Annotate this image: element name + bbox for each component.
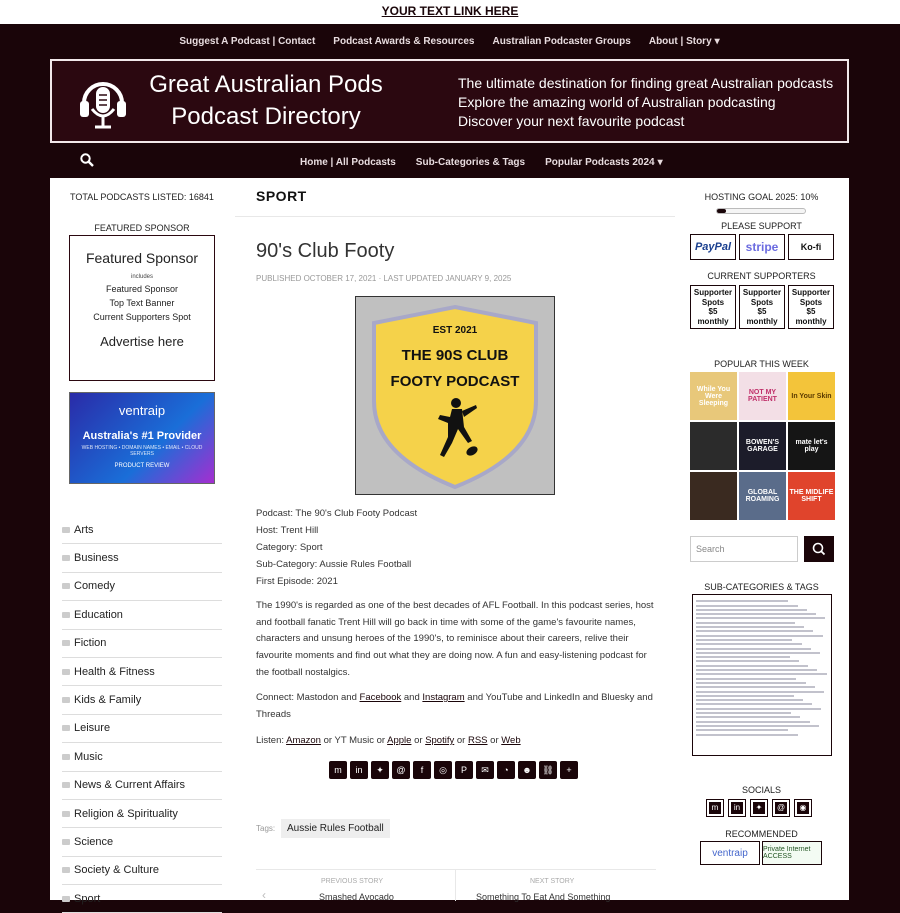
sponsor-box-includes: includes (130, 274, 153, 280)
content-area (50, 178, 849, 905)
chevron-down-icon: ▾ (714, 35, 720, 47)
subcategory-text-line (696, 660, 799, 662)
apple-link[interactable]: Apple (387, 735, 412, 746)
subcategory-text-line (696, 630, 813, 632)
category-item[interactable] (62, 544, 222, 572)
category-label: Science (74, 835, 114, 848)
advertise-here-link[interactable]: Advertise here (100, 334, 184, 349)
listen-or: or (487, 735, 502, 746)
microphone-logo-icon[interactable] (78, 73, 128, 134)
popular-podcast-thumb[interactable]: NOT MY PATIENT (739, 372, 786, 420)
mastodon-icon[interactable]: m (329, 761, 347, 779)
popular-podcast-thumb[interactable]: THE MIDLIFE SHIFT (788, 472, 835, 520)
ad-subline: WEB HOSTING • DOMAIN NAMES • EMAIL • CLOUD SERVERS (81, 445, 203, 457)
folder-icon (62, 839, 70, 845)
category-label: Business (74, 552, 119, 565)
facebook-link[interactable]: Facebook (359, 692, 402, 703)
sponsor-box-item: Top Text Banner (109, 298, 175, 308)
post-meta: PUBLISHED OCTOBER 17, 2021 · LAST UPDATED JANUARY 9, 2025 (256, 274, 512, 283)
supporter-spot-line: Supporter (742, 288, 782, 297)
post-navigation (256, 869, 656, 900)
nav-podcaster-groups[interactable]: Australian Podcaster Groups (492, 35, 631, 47)
tags-label: Tags: (256, 824, 276, 833)
category-item[interactable] (62, 601, 222, 629)
podcast-icon[interactable]: ◉ (794, 799, 812, 817)
category-label: Education (74, 608, 123, 621)
folder-icon (62, 754, 70, 760)
category-item[interactable] (62, 630, 222, 658)
nav-suggest-contact[interactable]: Suggest A Podcast | Contact (179, 35, 316, 47)
category-label: Kids & Family (74, 694, 142, 707)
category-item[interactable] (62, 743, 222, 771)
web-link[interactable]: Web (501, 735, 521, 746)
linkedin-icon[interactable]: in (728, 799, 746, 817)
nav-popular-label: Popular Podcasts 2024 (545, 156, 655, 168)
category-item[interactable] (62, 658, 222, 686)
featured-sponsor-box[interactable] (69, 235, 215, 381)
socials-heading: SOCIALS (741, 785, 781, 795)
kofi-button[interactable]: Ko-fi (788, 234, 834, 260)
nav-about-label: About | Story (648, 35, 712, 47)
recommended-heading: RECOMMENDED (725, 829, 798, 839)
supporter-spot[interactable] (788, 285, 834, 329)
current-supporters-heading: CURRENT SUPPORTERS (707, 271, 816, 281)
ventraip-ad-banner[interactable] (69, 392, 215, 484)
messenger-icon[interactable]: ◔ (497, 761, 515, 779)
top-nav (50, 24, 849, 58)
podcast-description: The 1990's is regarded as one of the best decades of AFL Football. In this podcast series, host and football fanatic Trent Hill will go back in time with some of the game's favourite names, characters and unsung heroes of the 1990's, to reminisce about their careers, relive their favourite moments and find out what they are doing now. A fun and easy-listening podcast for the football nostalgics. (256, 600, 654, 678)
popular-podcast-thumb[interactable]: GLOBAL ROAMING (739, 472, 786, 520)
subcategory-text-line (696, 708, 821, 710)
tagline-3: Discover your next favourite podcast (458, 113, 685, 129)
reddit-icon[interactable]: ☻ (518, 761, 536, 779)
popular-podcasts-grid (690, 372, 835, 520)
chevron-left-icon[interactable]: ‹ (262, 888, 266, 902)
subcategory-text-line (696, 600, 788, 602)
pinterest-icon[interactable]: P (455, 761, 473, 779)
please-support-heading: PLEASE SUPPORT (721, 221, 802, 231)
popular-podcast-thumb[interactable] (690, 472, 737, 520)
subcategory-text-line (696, 639, 792, 641)
tagline-2: Explore the amazing world of Australian podcasting (458, 94, 776, 110)
subcategory-text-line (696, 699, 803, 701)
supporter-spot-line: $5 (806, 307, 816, 316)
copy-link-icon[interactable]: ⛓ (539, 761, 557, 779)
supporter-spot-line: Spots (701, 297, 725, 307)
popular-podcast-thumb[interactable]: In Your Skin (788, 372, 835, 420)
sponsor-box-item: Featured Sponsor (105, 284, 179, 294)
subcategory-text-line (696, 617, 825, 619)
supporter-spot-line: monthly (697, 316, 729, 326)
listen-prefix: Listen: (256, 735, 287, 746)
next-story-link[interactable]: Something To Eat And Something (476, 892, 611, 902)
instagram-icon[interactable]: ◎ (434, 761, 452, 779)
podcast-name-line: Podcast: The 90's Club Footy Podcast (256, 508, 418, 519)
ventraip-logo: ventraip (118, 403, 166, 418)
tagline-1: The ultimate destination for finding great Australian podcasts (458, 75, 834, 91)
threads-icon[interactable]: @ (772, 799, 790, 817)
listen-or: or (411, 735, 426, 746)
search-icon (804, 536, 834, 562)
connect-suffix: and YouTube and LinkedIn and Bluesky and Threads (256, 692, 653, 720)
subcategory-text-line (696, 656, 790, 658)
tag-aussie-rules-football[interactable]: Aussie Rules Football (281, 819, 390, 838)
subcategory-text-line (696, 734, 798, 736)
subcategory-text-line (696, 682, 806, 684)
supporter-spot-line: Supporter (791, 288, 831, 297)
top-banner (0, 0, 900, 24)
folder-icon (62, 697, 70, 703)
category-list (62, 516, 222, 913)
site-title-line1[interactable]: Great Australian Pods (149, 71, 383, 98)
hosting-goal-text: HOSTING GOAL 2025: 10% (704, 192, 819, 202)
podcast-subcategory-line: Sub-Category: Aussie Rules Football (256, 559, 412, 570)
search-button[interactable] (804, 536, 834, 562)
popular-podcast-thumb[interactable]: While You Were Sleeping (690, 372, 737, 420)
popular-podcast-thumb[interactable]: BOWEN'S GARAGE (739, 422, 786, 470)
subcategory-text-line (696, 652, 820, 654)
folder-icon (62, 583, 70, 589)
supporter-spot-line: monthly (746, 316, 778, 326)
nav-home-all-podcasts[interactable]: Home | All Podcasts (300, 156, 396, 168)
popular-podcast-thumb[interactable]: mate let's play (788, 422, 835, 470)
subcategory-text-line (696, 678, 796, 680)
cover-title-line1: THE 90S CLUB (401, 347, 509, 364)
category-item[interactable] (62, 715, 222, 743)
subcategories-heading: SUB-CATEGORIES & TAGS (704, 582, 819, 592)
category-item[interactable] (62, 828, 222, 856)
instagram-link[interactable]: Instagram (422, 692, 465, 703)
main-nav (50, 147, 849, 177)
search-icon[interactable] (80, 153, 94, 172)
hosting-goal-fill (717, 209, 726, 213)
supporter-spot[interactable] (739, 285, 785, 329)
post-nav-divider (455, 870, 456, 901)
facebook-icon[interactable]: f (413, 761, 431, 779)
category-label: Arts (74, 523, 94, 536)
cover-est-text: EST 2021 (432, 325, 478, 336)
category-label: Comedy (74, 580, 115, 593)
amazon-link[interactable]: Amazon (286, 735, 321, 746)
folder-icon (62, 811, 70, 817)
subcategory-text-line (696, 691, 824, 693)
subcategory-text-line (696, 673, 827, 675)
threads-icon[interactable]: @ (392, 761, 410, 779)
podcast-cover-image (355, 296, 555, 495)
site-wrapper (50, 24, 849, 905)
previous-story-link[interactable]: Smashed Avocado (319, 892, 394, 902)
category-label: Sport (74, 892, 101, 905)
folder-icon (62, 669, 70, 675)
subcategory-text-line (696, 648, 811, 650)
category-item[interactable] (62, 516, 222, 544)
connect-and: and (401, 692, 423, 703)
section-divider (235, 216, 675, 217)
rss-link[interactable]: RSS (467, 735, 488, 746)
featured-sponsor-heading: FEATURED SPONSOR (94, 223, 190, 233)
supporter-spot-line: $5 (757, 307, 767, 316)
category-label: Fiction (74, 637, 107, 650)
category-item[interactable] (62, 772, 222, 800)
category-item[interactable] (62, 686, 222, 714)
nav-about-story[interactable] (649, 36, 720, 47)
subcategory-text-line (696, 622, 795, 624)
subcategory-text-line (696, 669, 817, 671)
total-podcasts: TOTAL PODCASTS LISTED: 16841 (70, 192, 214, 202)
folder-icon (62, 867, 70, 873)
category-item[interactable] (62, 800, 222, 828)
sponsor-box-item: Current Supporters Spot (93, 312, 191, 322)
nav-subcategories-tags[interactable]: Sub-Categories & Tags (415, 156, 526, 168)
subcategory-text-line (696, 635, 823, 637)
next-story-label: NEXT STORY (530, 878, 575, 885)
connect-line (256, 690, 661, 723)
footballer-silhouette-icon (430, 397, 480, 463)
more-icon[interactable]: + (560, 761, 578, 779)
search-input[interactable]: Search (690, 536, 798, 562)
subcategory-text-line (696, 686, 815, 688)
folder-icon (62, 896, 70, 902)
folder-icon (62, 612, 70, 618)
popular-podcast-thumb[interactable] (690, 422, 737, 470)
subcategory-text-line (696, 609, 807, 611)
folder-icon (62, 555, 70, 561)
bluesky-icon[interactable]: ✦ (750, 799, 768, 817)
mastodon-icon[interactable]: m (706, 799, 724, 817)
top-text-link[interactable]: YOUR TEXT LINK HERE (381, 4, 519, 18)
subcategory-text-line (696, 712, 791, 714)
subcategory-text-line (696, 605, 798, 607)
connect-prefix: Connect: Mastodon and (256, 692, 360, 703)
social-links (706, 799, 812, 817)
category-label: Leisure (74, 722, 111, 735)
supporter-spot-line: Supporter (693, 288, 733, 297)
cover-title-line2: FOOTY PODCAST (390, 373, 520, 390)
category-label: Health & Fitness (74, 665, 155, 678)
ad-headline: Australia's #1 Provider (82, 430, 202, 442)
folder-icon (62, 527, 70, 533)
supporter-spot-line: $5 (708, 307, 718, 316)
product-review-badge: PRODUCT REVIEW (114, 463, 170, 469)
supporter-spot[interactable] (690, 285, 736, 329)
linkedin-icon[interactable]: in (350, 761, 368, 779)
subcategory-text-line (696, 613, 816, 615)
recommended-ventraip[interactable]: ventraip (700, 841, 760, 865)
site-title-line2[interactable]: Podcast Directory (171, 103, 361, 130)
category-label: Society & Culture (74, 864, 159, 877)
podcast-first-episode-line: First Episode: 2021 (256, 576, 338, 587)
post-title: 90's Club Footy (256, 240, 395, 262)
category-label: News & Current Affairs (74, 779, 186, 792)
category-label: Religion & Spirituality (74, 807, 178, 820)
sponsor-box-title: Featured Sponsor (85, 250, 199, 266)
category-item[interactable] (62, 857, 222, 885)
bluesky-icon[interactable]: ✦ (371, 761, 389, 779)
category-label: Music (74, 750, 103, 763)
email-icon[interactable]: ✉ (476, 761, 494, 779)
subcategories-tag-cloud[interactable] (692, 594, 832, 756)
paypal-button[interactable]: PayPal (690, 234, 736, 260)
site-header (50, 59, 849, 143)
listen-or: or YT Music or (320, 735, 388, 746)
share-buttons (329, 761, 578, 779)
subcategory-text-line (696, 729, 788, 731)
podcast-host-line: Host: Trent Hill (256, 525, 319, 536)
subcategory-text-line (696, 665, 808, 667)
spotify-link[interactable]: Spotify (425, 735, 455, 746)
subcategory-text-line (696, 643, 802, 645)
popular-this-week-heading: POPULAR THIS WEEK (714, 359, 809, 369)
stripe-button[interactable]: stripe (739, 234, 785, 260)
hosting-goal-progress (716, 208, 806, 214)
nav-awards-resources[interactable]: Podcast Awards & Resources (333, 35, 475, 47)
subcategory-text-line (696, 626, 804, 628)
subcategory-text-line (696, 721, 810, 723)
listen-or: or (454, 735, 468, 746)
supporter-spot-line: Spots (750, 297, 774, 307)
supporter-spot-line: monthly (795, 316, 827, 326)
podcast-category-line: Category: Sport (256, 542, 323, 553)
chevron-down-icon: ▾ (657, 156, 663, 168)
recommended-private-internet-access[interactable]: Private Internet ACCESS (762, 841, 822, 865)
folder-icon (62, 782, 70, 788)
category-item[interactable] (62, 885, 222, 913)
subcategory-text-line (696, 725, 819, 727)
folder-icon (62, 725, 70, 731)
subcategory-text-line (696, 695, 794, 697)
nav-popular-2024[interactable] (545, 157, 663, 168)
previous-story-label: PREVIOUS STORY (321, 878, 383, 885)
subcategory-text-line (696, 716, 800, 718)
category-item[interactable] (62, 573, 222, 601)
listen-line (256, 733, 661, 750)
subcategory-text-line (696, 703, 812, 705)
folder-icon (62, 640, 70, 646)
supporter-spot-line: Spots (799, 297, 823, 307)
section-title: SPORT (256, 188, 307, 204)
